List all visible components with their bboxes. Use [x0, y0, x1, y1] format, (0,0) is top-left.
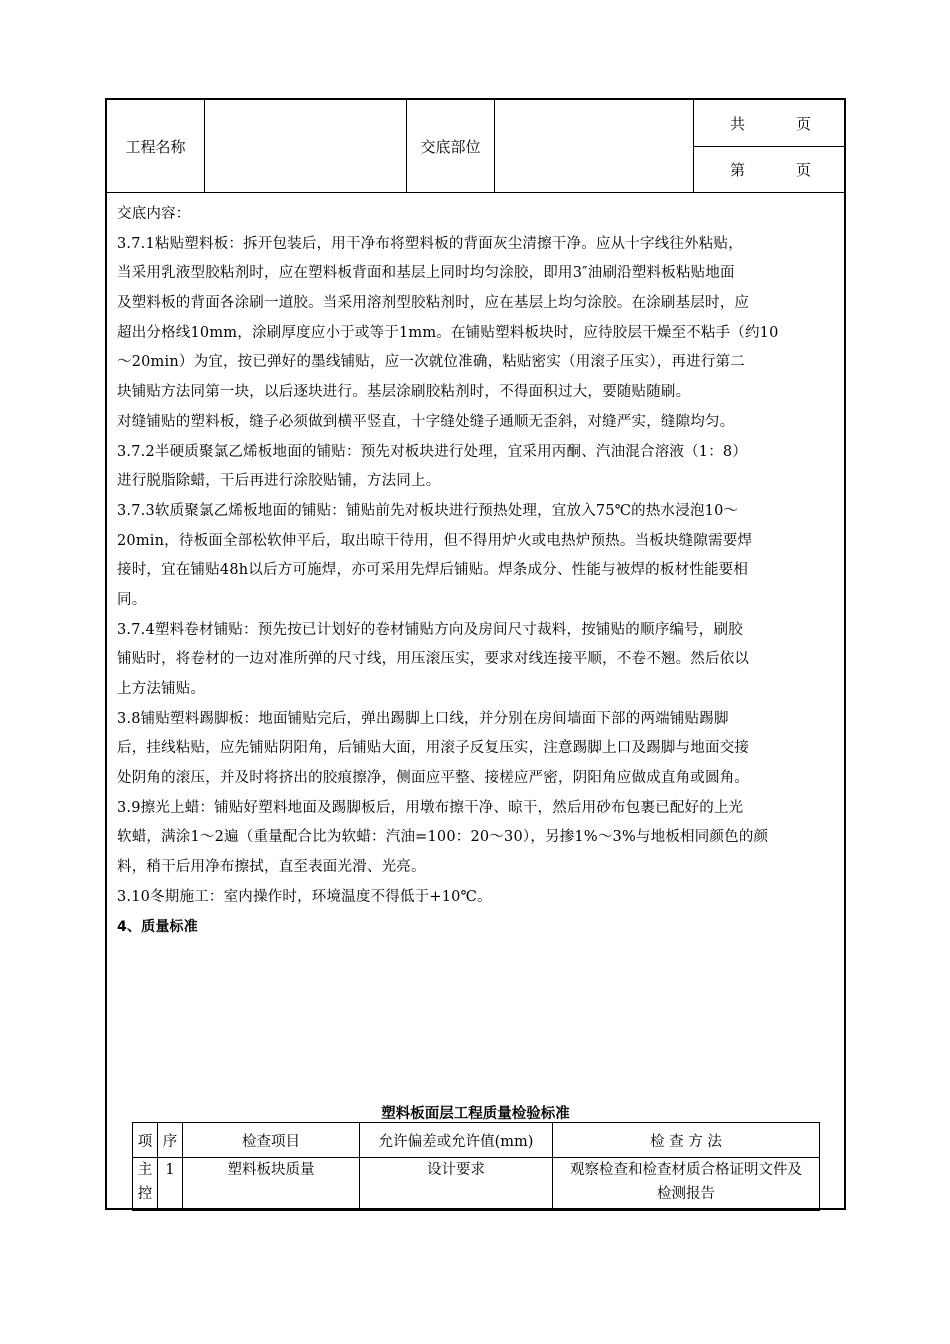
page-number-prefix: 第	[730, 160, 746, 179]
content-line: 后，挂线粘贴，应先铺贴阴阳角，后铺贴大面，用滚子反复压实，注意踢脚上口及踢脚与地面交接	[117, 740, 750, 757]
content-line: 对缝铺贴的塑料板，缝子必须做到横平竖直，十字缝处缝子通顺无歪斜，对缝严实，缝隙均匀。	[117, 413, 735, 430]
content-line: 超出分格线10mm，涂刷厚度应小于或等于1mm。在铺贴塑料板块时，应待胶层干燥至不粘手（约10	[117, 324, 779, 341]
header-item: 检查项目	[183, 1123, 360, 1158]
location-label: 交底部位	[407, 100, 495, 192]
content-line: 当采用乳液型胶粘剂时，应在塑料板背面和基层上同时均匀涂胶，即用3″油刷沿塑料板粘贴地面	[117, 265, 735, 282]
row-method-line1: 观察检查和检查材质合格证明文件及	[570, 1162, 802, 1178]
row-category-line1: 主	[137, 1162, 153, 1178]
content-line: 处阴角的滚压，并及时将挤出的胶痕擦净，侧面应平整、接槎应严密，阴阳角应做成直角或圆角。	[117, 770, 750, 787]
content-line: 进行脱脂除蜡，干后再进行涂胶贴铺，方法同上。	[117, 473, 441, 490]
header-seq: 序	[158, 1123, 183, 1158]
total-pages-suffix: 页	[796, 114, 812, 133]
content-line: 3.7.4塑料卷材铺贴：预先按已计划好的卷材铺贴方向及房间尺寸裁料，按铺贴的顺序编号，刷胶	[117, 621, 743, 638]
row-seq: 1	[158, 1158, 183, 1211]
header-category: 项	[133, 1123, 158, 1158]
quality-table-title: 塑料板面层工程质量检验标准	[381, 1106, 570, 1122]
content-line: 块铺贴方法同第一块，以后逐块进行。基层涂刷胶粘剂时，不得面积过大，要随贴随刷。	[117, 384, 691, 401]
row-category-line2: 控	[137, 1186, 153, 1202]
content-line: 软蜡，满涂1～2遍（重量配合比为软蜡：汽油=100：20～30），另掺1%～3%与地板相同颜色的颜	[117, 829, 769, 846]
total-pages-prefix: 共	[730, 114, 746, 133]
location-value	[495, 100, 694, 192]
header-allowance: 允许偏差或允许值(mm)	[360, 1123, 553, 1158]
form-header	[107, 100, 844, 193]
content-line: 3.7.2半硬质聚氯乙烯板地面的铺贴：预先对板块进行处理，宜采用丙酮、汽油混合溶液（1：8）	[117, 443, 748, 460]
page-number-row	[694, 146, 844, 192]
disclosure-content	[117, 200, 839, 942]
content-line: 3.10冬期施工：室内操作时，环境温度不得低于+10℃。	[117, 888, 492, 905]
row-method	[553, 1158, 820, 1211]
content-line: 上方法铺贴。	[117, 681, 206, 697]
row-category	[133, 1158, 158, 1211]
content-line: 3.8铺贴塑料踢脚板：地面铺贴完后，弹出踢脚上口线，并分别在房间墙面下部的两端铺贴踢脚	[117, 710, 729, 727]
content-line: 3.7.3软质聚氯乙烯板地面的铺贴：铺贴前先对板块进行预热处理，宜放入75℃的热水浸泡10～	[117, 502, 739, 519]
project-name-value	[205, 100, 407, 192]
disclosure-form	[105, 98, 846, 1210]
content-line: 3.7.1粘贴塑料板：拆开包装后，用干净布将塑料板的背面灰尘清擦干净。应从十字线往外粘贴，	[117, 235, 743, 252]
content-line: 同。	[117, 591, 147, 608]
content-line: 铺贴时，将卷材的一边对准所弹的尺寸线，用压滚压实，要求对线连接平顺，不卷不翘。然后依以	[117, 651, 750, 668]
project-name-label: 工程名称	[107, 100, 205, 192]
content-line: 交底内容：	[117, 206, 191, 222]
content-line: ～20min）为宜，按已弹好的墨线铺贴，应一次就位准确，粘贴密实（用滚子压实），再进行第二	[117, 354, 745, 371]
content-line: 料，稍干后用净布擦拭，直至表面光滑、光亮。	[117, 859, 426, 876]
total-pages-row	[694, 100, 844, 147]
content-line: 20min，待板面全部松软伸平后，取出晾干待用，但不得用炉火或电热炉预热。当板块缝隙需要焊	[117, 532, 753, 549]
content-line: 3.9擦光上蜡：铺贴好塑料地面及踢脚板后，用墩布擦干净、晾干，然后用砂布包裹已配好的上光	[117, 799, 744, 816]
section-heading-quality: 4、质量标准	[117, 918, 198, 935]
row-item: 塑料板块质量	[183, 1158, 360, 1211]
page-info	[694, 100, 844, 192]
content-line: 及塑料板的背面各涂刷一道胶。当采用溶剂型胶粘剂时，应在基层上均匀涂胶。在涂刷基层时，应	[117, 295, 750, 312]
row-method-line2: 检测报告	[657, 1186, 715, 1202]
quality-table	[132, 1122, 820, 1211]
content-line: 接时，宜在铺贴48h以后方可施焊，亦可采用先焊后铺贴。焊条成分、性能与被焊的板材性能要相	[117, 562, 749, 579]
table-row	[133, 1158, 820, 1211]
row-allowance: 设计要求	[360, 1158, 553, 1211]
quality-table-header	[133, 1123, 820, 1158]
header-method: 检 查 方 法	[553, 1123, 820, 1158]
page-number-suffix: 页	[796, 160, 812, 179]
